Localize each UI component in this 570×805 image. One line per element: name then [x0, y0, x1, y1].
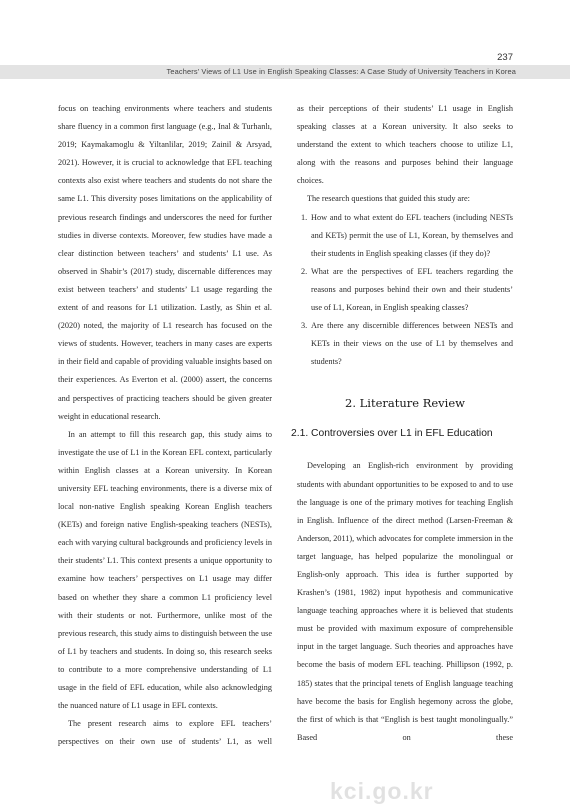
list-item	[297, 263, 513, 317]
section-title: 2. Literature Review	[345, 396, 465, 411]
running-header: Teachers’ Views of L1 Use in English Speaking Classes: A Case Study of University Teachers in Korea	[0, 65, 570, 79]
list-item-text: How and to what extent do EFL teachers (including NESTs and KETs) permit the use of L1, Korean, by themselves and their students in English speaking classes (if they do)?	[311, 212, 513, 258]
right-column	[291, 100, 513, 747]
list-item	[297, 209, 513, 263]
body-paragraph: The present research aims to explore EFL teachers’ perspectives on their own use of students’ L1, as well	[58, 719, 272, 747]
body-paragraph: as their perceptions of their students’ L1 usage in English speaking classes at a Korean university. It also seeks to understand the extent to which teachers choose to utilize L1, along with the reasons and purposes behind their language choices.	[297, 104, 513, 186]
body-paragraph: Developing an English-rich environment by providing students with abundant opportunities to be exposed to and to use the language is one of the primary motives for teaching English in English. Influence of the direct method (Larsen-Freeman & Anderson, 2011), which advocates for complete immersion in the target language, has helped popularize the monolingual or English-only approach. This idea is further supported by Krashen’s (1981, 1982) input hypothesis and communicative language teaching approaches where it is believed that students must be provided with maximum exposure of comprehensible input in the target language. Such theories and approaches have become the basis of modern EFL teaching. Phillipson (1992, p. 185) states that the principal tenets of English language teaching have become the basis for English hegemony across the globe, the first of which is that “English is best taught monolingually.” Based on these	[297, 461, 513, 742]
body-paragraph: focus on teaching environments where teachers and students share fluency in a common first language (e.g., Inal & Turhanlı, 2019; Kaymakamoglu & Yiltanlilar, 2019; Zainil & Arsyad, 2021). However, it is crucial to acknowledge that EFL teaching contexts also exist where teachers and students do not share the same L1. This diversity poses limitations on the applicability of previous research findings and underscores the need for further studies in diverse contexts. Moreover, few studies have made a clear distinction between teachers’ and students’ L1 use. As observed in Shabir’s (2017) study, discernable differences may exist between teachers’ and students’ L1 usage regarding the extent of and reasons for L1 utilization. Lastly, as Shin et al. (2020) noted, the majority of L1 research has focused on the views of students. However, teachers in many cases are experts in their field and capable of providing valuable insights based on their experiences. As Everton et al. (2000) assert, the concerns and perspectives of practicing teachers should be given greater weight in educational research.	[58, 104, 272, 421]
list-number: 1.	[301, 212, 308, 222]
list-number: 3.	[301, 321, 308, 331]
research-questions-list	[297, 209, 513, 372]
list-item	[297, 317, 513, 371]
watermark: kci.go.kr	[330, 778, 434, 804]
list-number: 2.	[301, 266, 308, 276]
list-item-text: What are the perspectives of EFL teachers regarding the reasons and purposes behind their own and their students’ use of L1, Korean, in English speaking classes?	[311, 266, 513, 313]
subsection-title: 2.1. Controversies over L1 in EFL Education	[291, 428, 493, 440]
research-questions-intro: The research questions that guided this study are:	[307, 194, 470, 204]
page-number: 237	[497, 52, 513, 63]
body-paragraph: In an attempt to fill this research gap, this study aims to investigate the use of L1 in the Korean EFL context, particularly within English classes at a Korean university. In Korean university EFL teaching environments, there is a diverse mix of local non-native English speaking Korean English teachers (KETs) and foreign native English-speaking teachers (NESTs), each with varying cultural backgrounds and proficiency levels in their students’ L1. This context presents a unique opportunity to examine how teachers’ perspectives on L1 usage may differ based on whether they share a common L1 proficiency level with their students or not. Furthermore, unlike most of the previous research, this study aims to distinguish between the use of L1 by teachers and students. In doing so, this research seeks to contribute to a more comprehensive understanding of L1 usage in the field of EFL education, while also acknowledging the nuanced nature of L1 usage in EFL contexts.	[58, 429, 272, 711]
list-item-text: Are there any discernible differences between NESTs and KETs in their views on the use of L1 by themselves and students?	[311, 321, 513, 367]
left-column	[58, 100, 272, 751]
